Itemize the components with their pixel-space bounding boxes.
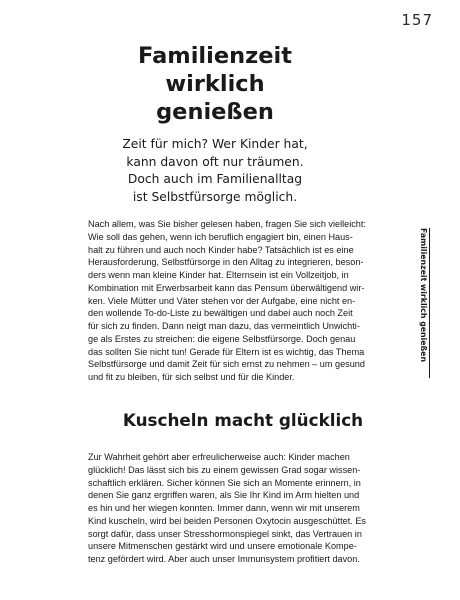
intro-text — [0, 136, 430, 206]
intro-line: kann davon oft nur träumen. — [126, 154, 304, 169]
text-line: schaftlich erklären. Sicher können Sie sich an Momente erinnern, in — [88, 477, 361, 488]
body-paragraph-1 — [88, 218, 398, 384]
text-line: tenz gefördert wird. Aber auch unser Immunsystem profitiert davon. — [88, 554, 360, 564]
text-line: ken. Viele Mütter und Väter stehen vor der Aufgabe, eine nicht en- — [88, 295, 356, 306]
text-line: und fit zu bleiben, für sich selbst und für die Kinder. — [88, 372, 295, 382]
intro-line: Doch auch im Familienalltag — [127, 172, 303, 186]
page-number: 157 — [401, 11, 433, 29]
text-line: ders wenn man kleine Kinder hat. Elternsein ist ein Vollzeitjob, in — [88, 270, 349, 280]
text-line: denen Sie ganz ergriffen waren, als Sie Ihr Kind im Arm hielten und — [88, 490, 360, 501]
text-line: Herausforderung, Selbstfürsorge in den Alltag zu integrieren, beson- — [88, 257, 364, 268]
page-title-line: wirklich — [165, 71, 265, 97]
text-line: das sollten Sie nicht tun! Gerade für Eltern ist es wichtig, das Thema — [88, 346, 365, 357]
text-line: Kombination mit Erwerbsarbeit kann das Pensum überwältigend wir- — [88, 282, 365, 293]
text-line: es hin und her wiegen konnten. Immer dann, wenn wir mit unserem — [88, 503, 360, 513]
intro-line: Zeit für mich? Wer Kinder hat, — [122, 137, 308, 151]
page-title-line: Familienzeit — [138, 43, 292, 69]
text-line: den wollende To-do-Liste zu bewältigen und dabei auch noch Zeit — [88, 308, 353, 319]
text-line: glücklich! Das lässt sich bis zu einem gewissen Grad sogar wissen- — [88, 464, 361, 475]
intro-line: ist Selbstfürsorge möglich. — [132, 189, 298, 204]
text-line: unsere Mitmenschen gestärkt wird und unsere emotionale Kompe- — [88, 541, 357, 552]
text-line: Kind kuscheln, wird bei beiden Personen Oxytocin ausgeschüttet. Es — [88, 515, 366, 526]
text-line: ge als Erstes zu streichen: die eigene Selbstfürsorge. Doch genau — [88, 333, 356, 344]
text-line: Nach allem, was Sie bisher gelesen haben, fragen Sie sich vielleicht: — [88, 219, 366, 229]
body-paragraph-2 — [88, 451, 398, 566]
text-line: halt zu führen und auch noch Kinder habe? Tatsächlich ist es eine — [88, 244, 354, 255]
text-line: sorgt dafür, dass unser Stresshormonspiegel sinkt, das Vertrauen in — [88, 528, 362, 539]
running-header — [418, 228, 430, 378]
page-title-line: genießen — [156, 99, 274, 125]
page-title — [0, 42, 430, 126]
text-line: für sich zu finden. Dann neigt man dazu, das vermeintlich Unwichti- — [88, 321, 360, 331]
text-line: Selbstfürsorge und damit Zeit für sich ernst zu nehmen – um gesund — [88, 359, 365, 370]
text-line: Zur Wahrheit gehört aber erfreulicherweise auch: Kinder machen — [88, 452, 350, 462]
running-header-text: Familienzeit wirklich genießen — [419, 228, 428, 363]
text-line: Wie soll das gehen, wenn ich beruflich engagiert bin, einen Haus- — [88, 231, 353, 242]
section-heading: Kuscheln macht glücklich — [122, 410, 364, 430]
